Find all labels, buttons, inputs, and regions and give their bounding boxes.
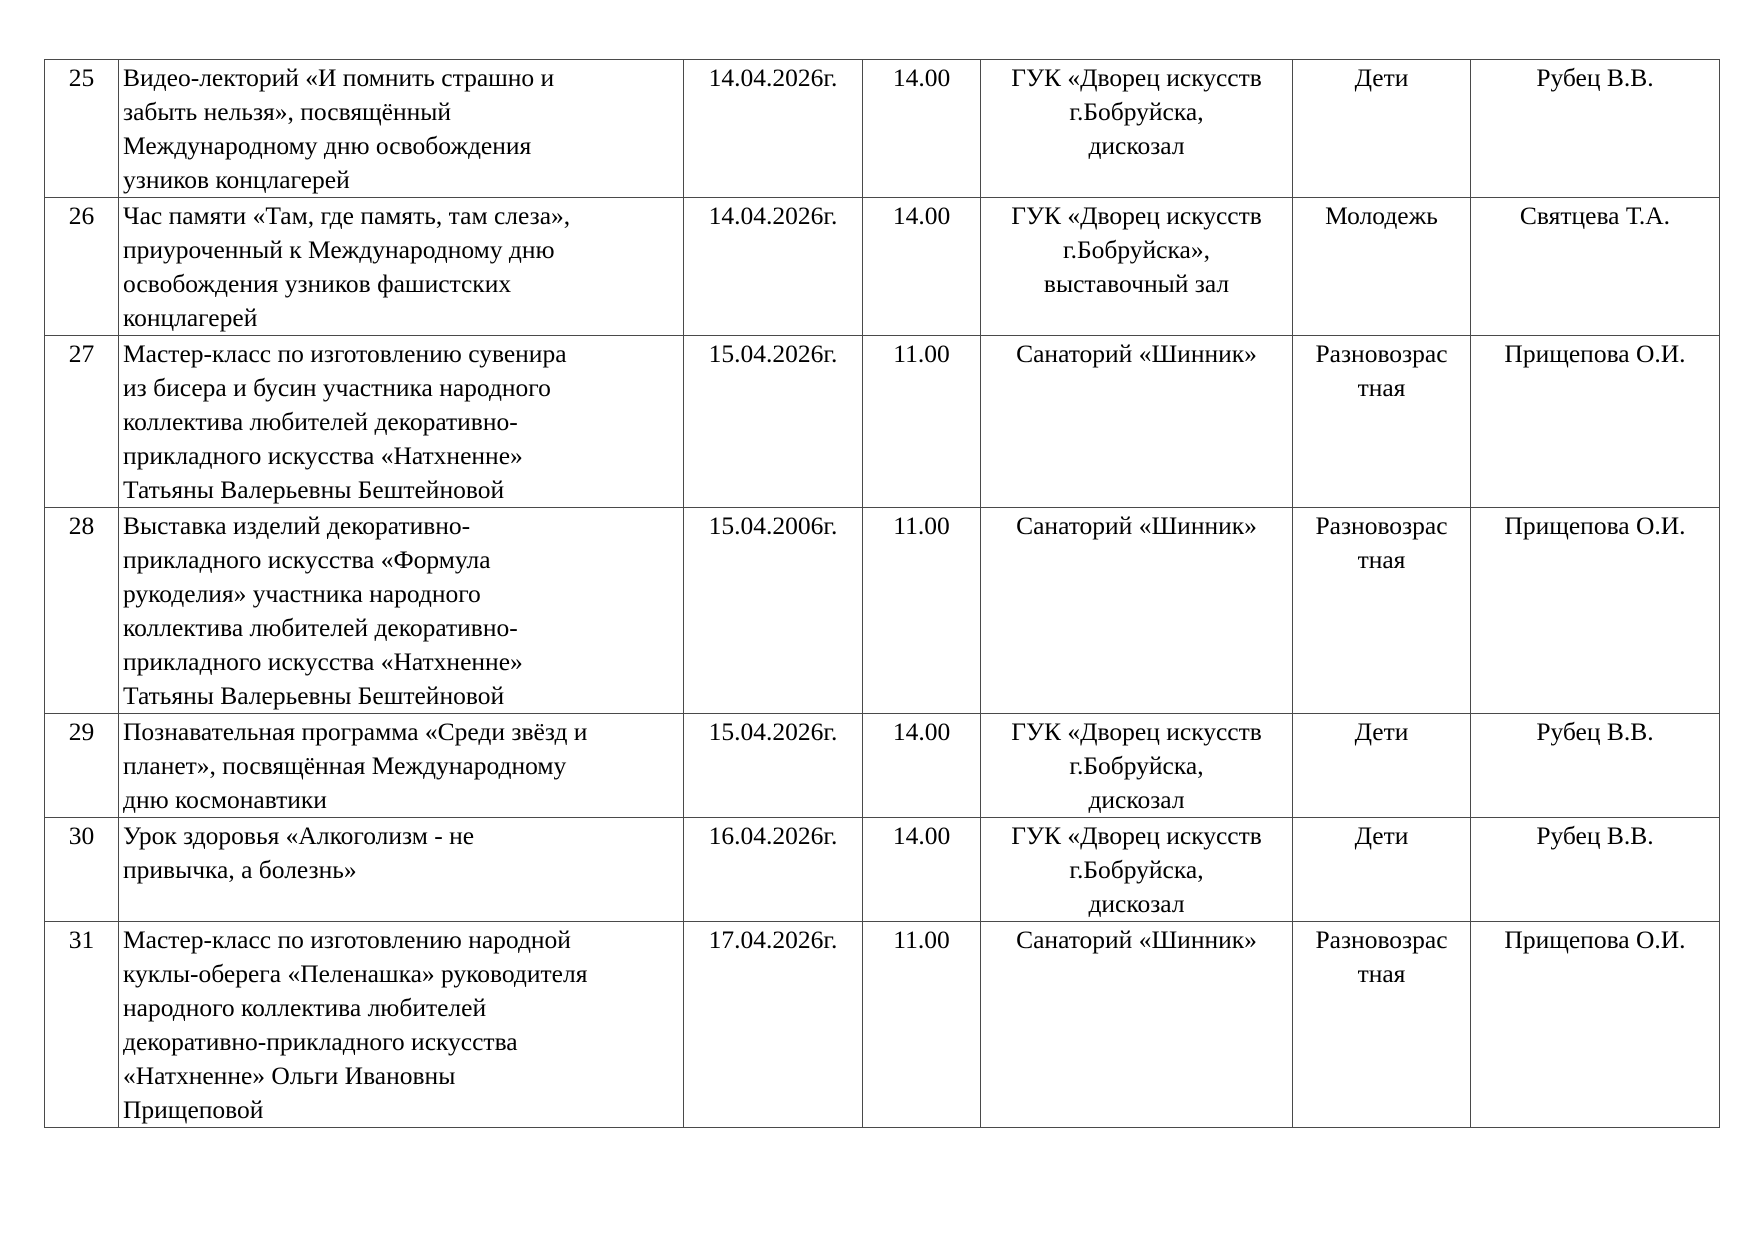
event-time: 14.00 bbox=[892, 821, 951, 850]
event-title-line: Татьяны Валерьевны Бештейновой bbox=[123, 475, 505, 504]
event-title-line: Мастер-класс по изготовлению сувенира bbox=[123, 339, 567, 368]
table-row bbox=[45, 198, 1720, 336]
audience-line: тная bbox=[1357, 959, 1406, 988]
event-title-line: забыть нельзя», посвящённый bbox=[123, 97, 452, 126]
event-title-line: куклы-оберега «Пеленашка» руководителя bbox=[123, 959, 588, 988]
event-date: 14.04.2026г. bbox=[708, 201, 838, 230]
events-table bbox=[44, 59, 1720, 1128]
event-date-cell bbox=[684, 198, 863, 336]
event-time-cell bbox=[863, 60, 981, 198]
event-place-cell bbox=[981, 508, 1293, 714]
row-number-cell bbox=[45, 198, 119, 336]
event-title-line: Прищеповой bbox=[123, 1095, 264, 1124]
event-title-line: Час памяти «Там, где память, там слеза», bbox=[123, 201, 571, 230]
event-place-cell bbox=[981, 198, 1293, 336]
audience-line: Дети bbox=[1354, 717, 1409, 746]
audience-cell bbox=[1293, 922, 1471, 1128]
event-place-line: Санаторий «Шинник» bbox=[1016, 339, 1257, 368]
event-time: 14.00 bbox=[892, 201, 951, 230]
event-title-line: концлагерей bbox=[123, 303, 258, 332]
event-title-line: из бисера и бусин участника народного bbox=[123, 373, 551, 402]
responsible-cell bbox=[1471, 818, 1720, 922]
responsible-cell bbox=[1471, 60, 1720, 198]
event-place-cell bbox=[981, 60, 1293, 198]
responsible-person: Прищепова О.И. bbox=[1504, 925, 1686, 954]
responsible-cell bbox=[1471, 714, 1720, 818]
event-title-cell bbox=[119, 60, 684, 198]
audience-line: Молодежь bbox=[1325, 201, 1438, 230]
responsible-person: Рубец В.В. bbox=[1536, 63, 1654, 92]
event-place-line: ГУК «Дворец искусств bbox=[1011, 717, 1262, 746]
audience-cell bbox=[1293, 508, 1471, 714]
table-row bbox=[45, 714, 1720, 818]
event-title-line: прикладного искусства «Формула bbox=[123, 545, 491, 574]
event-title-line: узников концлагерей bbox=[123, 165, 350, 194]
event-time-cell bbox=[863, 922, 981, 1128]
table-row bbox=[45, 508, 1720, 714]
event-place-line: Санаторий «Шинник» bbox=[1016, 925, 1257, 954]
audience-line: тная bbox=[1357, 545, 1406, 574]
event-place-line: г.Бобруйска», bbox=[1063, 235, 1210, 264]
event-title-line: Урок здоровья «Алкоголизм - не bbox=[123, 821, 475, 850]
audience-cell bbox=[1293, 818, 1471, 922]
event-title-line: коллектива любителей декоративно- bbox=[123, 407, 518, 436]
table-row bbox=[45, 818, 1720, 922]
event-title-line: планет», посвящённая Международному bbox=[123, 751, 567, 780]
responsible-cell bbox=[1471, 922, 1720, 1128]
responsible-cell bbox=[1471, 508, 1720, 714]
event-time-cell bbox=[863, 714, 981, 818]
row-number-cell bbox=[45, 922, 119, 1128]
table-body bbox=[45, 60, 1720, 1128]
event-date: 15.04.2026г. bbox=[708, 339, 838, 368]
event-place-line: ГУК «Дворец искусств bbox=[1011, 821, 1262, 850]
event-time-cell bbox=[863, 198, 981, 336]
event-title-cell bbox=[119, 818, 684, 922]
event-time-cell bbox=[863, 508, 981, 714]
event-place-line: ГУК «Дворец искусств bbox=[1011, 201, 1262, 230]
responsible-person: Прищепова О.И. bbox=[1504, 511, 1686, 540]
audience-cell bbox=[1293, 60, 1471, 198]
audience-line: Дети bbox=[1354, 63, 1409, 92]
event-time: 11.00 bbox=[893, 925, 950, 954]
event-date-cell bbox=[684, 508, 863, 714]
event-title-line: рукоделия» участника народного bbox=[123, 579, 481, 608]
event-title-line: освобождения узников фашистских bbox=[123, 269, 512, 298]
event-title-line: народного коллектива любителей bbox=[123, 993, 487, 1022]
event-title-line: «Натхненне» Ольги Ивановны bbox=[123, 1061, 456, 1090]
audience-cell bbox=[1293, 714, 1471, 818]
audience-line: Дети bbox=[1354, 821, 1409, 850]
event-place-cell bbox=[981, 714, 1293, 818]
event-place-line: Санаторий «Шинник» bbox=[1016, 511, 1257, 540]
event-time-cell bbox=[863, 818, 981, 922]
event-title-line: Международному дню освобождения bbox=[123, 131, 532, 160]
event-title-line: прикладного искусства «Натхненне» bbox=[123, 647, 523, 676]
event-date: 17.04.2026г. bbox=[708, 925, 838, 954]
event-time: 11.00 bbox=[893, 339, 950, 368]
event-title-line: привычка, а болезнь» bbox=[123, 855, 357, 884]
event-date: 15.04.2006г. bbox=[708, 511, 838, 540]
responsible-cell bbox=[1471, 336, 1720, 508]
event-date-cell bbox=[684, 818, 863, 922]
table-row bbox=[45, 336, 1720, 508]
row-number: 26 bbox=[68, 201, 95, 230]
event-place-line: дискозал bbox=[1088, 889, 1185, 918]
table-row bbox=[45, 922, 1720, 1128]
event-date-cell bbox=[684, 336, 863, 508]
row-number: 29 bbox=[68, 717, 95, 746]
event-title-line: Познавательная программа «Среди звёзд и bbox=[123, 717, 588, 746]
event-title-line: приуроченный к Международному дню bbox=[123, 235, 555, 264]
audience-cell bbox=[1293, 336, 1471, 508]
event-title-line: дню космонавтики bbox=[123, 785, 327, 814]
event-title-cell bbox=[119, 198, 684, 336]
event-title-line: Татьяны Валерьевны Бештейновой bbox=[123, 681, 505, 710]
row-number-cell bbox=[45, 336, 119, 508]
audience-line: Разновозрас bbox=[1315, 925, 1448, 954]
event-place-line: дискозал bbox=[1088, 131, 1185, 160]
event-date-cell bbox=[684, 922, 863, 1128]
event-title-line: декоративно-прикладного искусства bbox=[123, 1027, 518, 1056]
event-title-line: Видео-лекторий «И помнить страшно и bbox=[123, 63, 555, 92]
audience-line: тная bbox=[1357, 373, 1406, 402]
event-date: 15.04.2026г. bbox=[708, 717, 838, 746]
event-title-line: Мастер-класс по изготовлению народной bbox=[123, 925, 571, 954]
event-date: 16.04.2026г. bbox=[708, 821, 838, 850]
event-title-cell bbox=[119, 336, 684, 508]
event-place-line: ГУК «Дворец искусств bbox=[1011, 63, 1262, 92]
event-time: 14.00 bbox=[892, 717, 951, 746]
event-title-line: прикладного искусства «Натхненне» bbox=[123, 441, 523, 470]
event-title-cell bbox=[119, 922, 684, 1128]
audience-line: Разновозрас bbox=[1315, 511, 1448, 540]
event-place-line: г.Бобруйска, bbox=[1069, 855, 1204, 884]
row-number: 30 bbox=[68, 821, 95, 850]
row-number-cell bbox=[45, 60, 119, 198]
event-place-line: дискозал bbox=[1088, 785, 1185, 814]
event-place-cell bbox=[981, 922, 1293, 1128]
table-row bbox=[45, 60, 1720, 198]
audience-line: Разновозрас bbox=[1315, 339, 1448, 368]
row-number-cell bbox=[45, 714, 119, 818]
event-place-cell bbox=[981, 818, 1293, 922]
audience-cell bbox=[1293, 198, 1471, 336]
row-number: 28 bbox=[68, 511, 95, 540]
event-time: 14.00 bbox=[892, 63, 951, 92]
event-place-line: г.Бобруйска, bbox=[1069, 751, 1204, 780]
row-number: 25 bbox=[68, 63, 95, 92]
responsible-person: Рубец В.В. bbox=[1536, 821, 1654, 850]
event-title-cell bbox=[119, 508, 684, 714]
event-time-cell bbox=[863, 336, 981, 508]
event-place-line: г.Бобруйска, bbox=[1069, 97, 1204, 126]
row-number: 27 bbox=[68, 339, 95, 368]
event-title-cell bbox=[119, 714, 684, 818]
row-number: 31 bbox=[68, 925, 95, 954]
event-date: 14.04.2026г. bbox=[708, 63, 838, 92]
row-number-cell bbox=[45, 818, 119, 922]
event-title-line: Выставка изделий декоративно- bbox=[123, 511, 471, 540]
event-title-line: коллектива любителей декоративно- bbox=[123, 613, 518, 642]
responsible-person: Святцева Т.А. bbox=[1519, 201, 1671, 230]
row-number-cell bbox=[45, 508, 119, 714]
responsible-cell bbox=[1471, 198, 1720, 336]
event-date-cell bbox=[684, 714, 863, 818]
event-date-cell bbox=[684, 60, 863, 198]
event-place-cell bbox=[981, 336, 1293, 508]
event-time: 11.00 bbox=[893, 511, 950, 540]
responsible-person: Прищепова О.И. bbox=[1504, 339, 1686, 368]
event-place-line: выставочный зал bbox=[1043, 269, 1230, 298]
responsible-person: Рубец В.В. bbox=[1536, 717, 1654, 746]
